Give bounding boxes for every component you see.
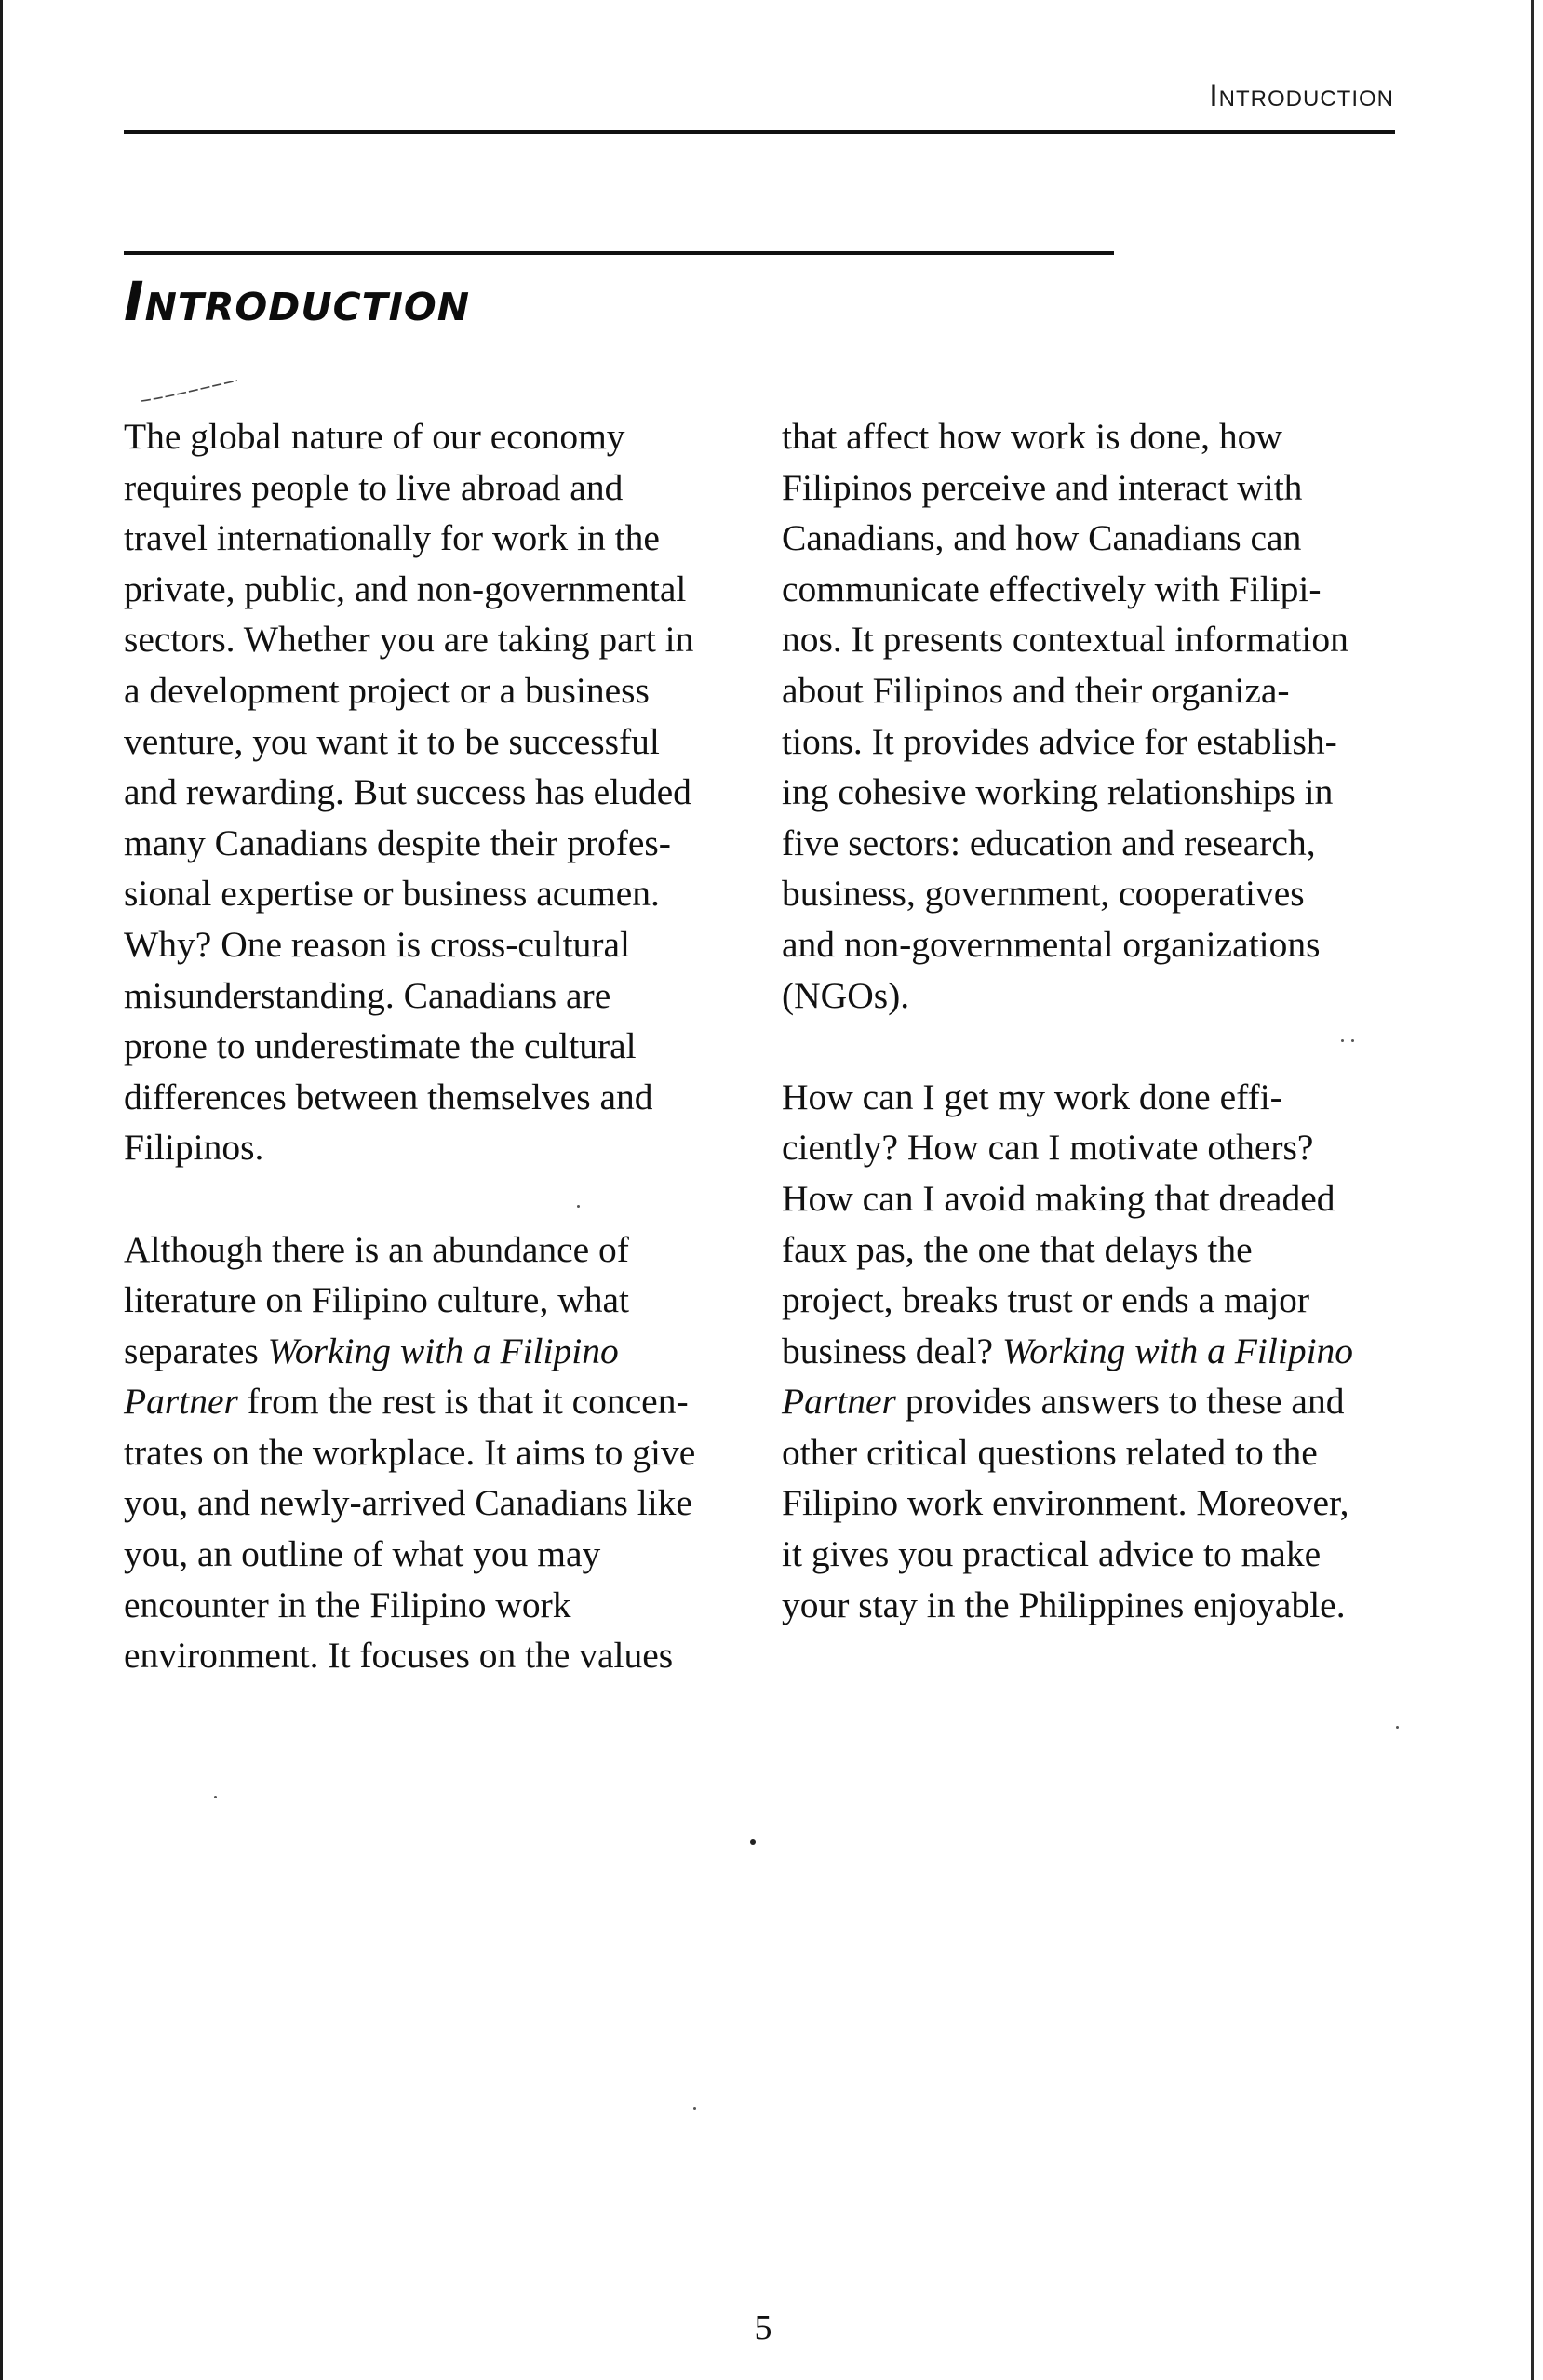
paragraph (124, 411, 757, 1173)
text-line: separates Working with a Filipino (124, 1330, 619, 1371)
text-line: about Filipinos and their organiza- (782, 669, 1290, 711)
paragraph (782, 1072, 1415, 1631)
text-line: Filipinos perceive and interact with (782, 466, 1303, 508)
text-line: business deal? Working with a Filipino (782, 1330, 1354, 1371)
text-line: you, and newly-arrived Canadians like (124, 1482, 692, 1524)
text-line: private, public, and non-governmental (124, 568, 687, 609)
book-title-italic: Working with a Filipino (267, 1330, 619, 1371)
text-line: Partner from the rest is that it concen- (124, 1381, 689, 1423)
text-line: environment. It focuses on the values (124, 1635, 674, 1677)
scan-speck (1351, 1039, 1354, 1042)
scan-speck (693, 2107, 696, 2110)
text-line: prone to underestimate the cultural (124, 1025, 637, 1067)
scan-speck (1341, 1039, 1344, 1042)
left-column (124, 411, 757, 1732)
text-line: a development project or a business (124, 669, 650, 711)
text-line: you, an outline of what you may (124, 1533, 601, 1575)
text-line: that affect how work is done, how (782, 416, 1282, 457)
scan-speck (1396, 1726, 1399, 1729)
text-line: Canadians, and how Canadians can (782, 517, 1302, 559)
text-line: How can I avoid making that dreaded (782, 1177, 1335, 1219)
text-line: five sectors: education and research, (782, 822, 1316, 863)
text-line: literature on Filipino culture, what (124, 1279, 629, 1321)
text-line: Filipino work environment. Moreover, (782, 1482, 1349, 1524)
paragraph (124, 1224, 757, 1681)
page-number: 5 (754, 2308, 772, 2347)
chapter-title: Introduction (124, 270, 471, 333)
text-line: The global nature of our economy (124, 416, 625, 457)
book-title-italic: Partner (124, 1381, 238, 1423)
text-line: ing cohesive working relationships in (782, 771, 1334, 813)
text-line: other critical questions related to the (782, 1431, 1318, 1473)
scan-edge-left (0, 0, 3, 2380)
text-line: nos. It presents contextual information (782, 619, 1348, 661)
text-line: and rewarding. But success has eluded (124, 771, 691, 813)
text-line: it gives you practical advice to make (782, 1533, 1322, 1575)
book-title-italic: Working with a Filipino (1001, 1330, 1354, 1371)
text-line: encounter in the Filipino work (124, 1584, 571, 1625)
book-title-italic: Partner (782, 1381, 896, 1423)
title-rule (124, 251, 1114, 255)
text-line: differences between themselves and (124, 1076, 653, 1117)
text-line: communicate effectively with Filipi- (782, 568, 1322, 609)
text-line: sional expertise or business acumen. (124, 873, 660, 915)
text-line: (NGOs). (782, 974, 910, 1016)
text-line: venture, you want it to be successful (124, 720, 660, 762)
text-line: many Canadians despite their profes- (124, 822, 671, 863)
text-line: tions. It provides advice for establish- (782, 720, 1337, 762)
text-line: business, government, cooperatives (782, 873, 1305, 915)
text-line: project, breaks trust or ends a major (782, 1279, 1310, 1321)
text-line: your stay in the Philippines enjoyable. (782, 1584, 1346, 1625)
text-line: trates on the workplace. It aims to give (124, 1431, 696, 1473)
scan-speck (214, 1796, 217, 1798)
pen-stroke-mark (140, 377, 242, 405)
text-line: Although there is an abundance of (124, 1228, 629, 1270)
right-column (782, 411, 1415, 1681)
text-line: sectors. Whether you are taking part in (124, 619, 694, 661)
text-line: requires people to live abroad and (124, 466, 624, 508)
scan-edge-right (1531, 0, 1534, 2380)
text-line: Why? One reason is cross-cultural (124, 923, 631, 965)
text-line: misunderstanding. Canadians are (124, 974, 611, 1016)
text-line: travel internationally for work in the (124, 517, 660, 559)
paragraph (782, 411, 1415, 1021)
text-line: Filipinos. (124, 1127, 264, 1169)
text-line: How can I get my work done effi- (782, 1076, 1282, 1117)
running-head: Introduction (1209, 78, 1394, 114)
header-rule (124, 130, 1395, 134)
text-line: ciently? How can I motivate others? (782, 1127, 1314, 1169)
text-line: faux pas, the one that delays the (782, 1228, 1253, 1270)
text-line: and non-governmental organizations (782, 923, 1321, 965)
text-line: Partner provides answers to these and (782, 1381, 1345, 1423)
scan-speck (750, 1839, 756, 1845)
scan-speck (577, 1205, 580, 1208)
